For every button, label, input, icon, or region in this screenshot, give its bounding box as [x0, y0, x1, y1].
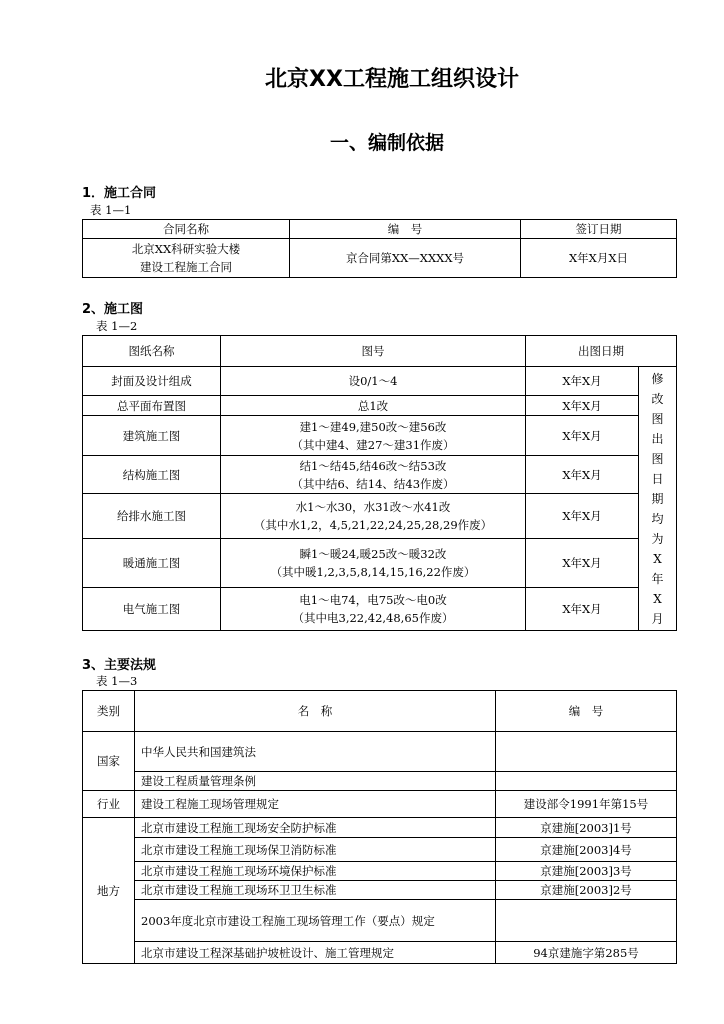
side-note-char: 出 [651, 431, 664, 446]
drawing-number-line: 结1～结45,结46改～结53改 [299, 458, 447, 473]
drawing-number-line: 瞬1～暖24,暖25改～暖32改 [299, 547, 447, 561]
drawing-name: 结构施工图 [83, 456, 221, 494]
drawing-number [221, 588, 526, 631]
drawing-date: X年X月 [526, 396, 639, 416]
drawing-number [221, 456, 526, 494]
section-3-heading: 3、主要法规 [82, 658, 157, 673]
drawing-date: X年X月 [526, 416, 639, 456]
regulation-name: 北京市建设工程施工现场环境保护标准 [135, 862, 496, 881]
table-row [83, 396, 677, 416]
table-row [83, 818, 677, 838]
regulation-name: 北京市建设工程施工现场保卫消防标准 [135, 838, 496, 862]
regulation-code [496, 772, 677, 791]
contract-date-cell: X年X月X日 [521, 239, 677, 278]
drawing-name: 总平面布置图 [83, 396, 221, 416]
drawing-number: 设0/1～4 [221, 367, 526, 396]
table-row [83, 539, 677, 588]
regulation-code: 京建施[2003]4号 [496, 838, 677, 862]
drawing-number-line: 建1～建49,建50改～建56改 [299, 419, 447, 434]
drawing-number [221, 494, 526, 539]
header-cell: 出图日期 [526, 336, 677, 367]
table-row [83, 772, 677, 791]
category-cell: 行业 [83, 791, 135, 818]
drawing-name: 暖通施工图 [83, 539, 221, 588]
category-cell: 国家 [83, 732, 135, 791]
table-row [83, 239, 677, 278]
regulation-name: 建设工程施工现场管理规定 [135, 791, 496, 818]
side-note-char: X [653, 591, 662, 606]
table-row [83, 367, 677, 396]
document-title: 北京XX工程施工组织设计 [265, 67, 519, 92]
side-note-char: 图 [651, 451, 664, 466]
regulation-name: 北京市建设工程深基础护坡桩设计、施工管理规定 [135, 942, 496, 964]
side-note-char: 年 [651, 571, 664, 586]
table-row [83, 732, 677, 772]
header-cell: 名 称 [135, 691, 496, 732]
table-row [83, 862, 677, 881]
regulation-name: 北京市建设工程施工现场环卫卫生标准 [135, 881, 496, 900]
drawing-date: X年X月 [526, 539, 639, 588]
table-row [83, 881, 677, 900]
category-cell: 地方 [83, 818, 135, 964]
contract-name-line: 建设工程施工合同 [140, 260, 232, 274]
header-cell: 图号 [221, 336, 526, 367]
contract-table [82, 219, 677, 278]
table-row [83, 900, 677, 942]
table-header-row [83, 336, 677, 367]
header-cell: 编 号 [290, 220, 521, 239]
drawings-table [82, 335, 677, 631]
table-row [83, 942, 677, 964]
contract-name-cell [83, 239, 290, 278]
drawing-number [221, 539, 526, 588]
drawing-number-line: 电1～电74，电75改～电0改 [299, 593, 447, 607]
section-title: 一、编制依据 [329, 132, 444, 154]
drawing-number-note: （其中建4、建27～建31作废） [291, 437, 455, 452]
section-1-heading: 1．施工合同 [82, 186, 157, 201]
drawing-date: X年X月 [526, 494, 639, 539]
side-note-char: 修 [651, 371, 664, 386]
regulation-name: 北京市建设工程施工现场安全防护标准 [135, 818, 496, 838]
table-row [83, 494, 677, 539]
side-note-char: 图 [651, 411, 664, 426]
table-header-row [83, 220, 677, 239]
drawing-number-note: （其中水1,2，4,5,21,22,24,25,28,29作废） [253, 518, 493, 532]
section-2-heading: 2、施工图 [82, 302, 144, 317]
drawing-number-note: （其中暖1,2,3,5,8,14,15,16,22作废） [270, 565, 476, 579]
table-3-number: 表 1—3 [96, 674, 138, 688]
contract-number-cell: 京合同第XX—XXXX号 [290, 239, 521, 278]
table-row [83, 588, 677, 631]
header-cell: 图纸名称 [83, 336, 221, 367]
drawing-number-note: （其中电3,22,42,48,65作废） [292, 611, 454, 625]
side-note-char: 月 [651, 611, 664, 626]
table-2-number: 表 1—2 [96, 319, 138, 333]
side-note-char: 日 [651, 471, 664, 486]
side-note-char: 期 [651, 491, 664, 506]
table-header-row [83, 691, 677, 732]
side-note-char: 改 [651, 391, 664, 406]
regulation-code: 建设部令1991年第15号 [496, 791, 677, 818]
regulation-code: 京建施[2003]2号 [496, 881, 677, 900]
header-cell: 签订日期 [521, 220, 677, 239]
drawing-name: 电气施工图 [83, 588, 221, 631]
table-row [83, 791, 677, 818]
side-note-char: X [653, 551, 662, 566]
header-cell: 合同名称 [83, 220, 290, 239]
drawing-number-note: （其中结6、结14、结43作废） [291, 476, 455, 491]
drawing-number [221, 416, 526, 456]
regulation-name: 中华人民共和国建筑法 [135, 732, 496, 772]
regulation-code: 京建施[2003]1号 [496, 818, 677, 838]
regulation-code [496, 900, 677, 942]
drawing-date: X年X月 [526, 588, 639, 631]
drawing-name: 封面及设计组成 [83, 367, 221, 396]
side-note-char: 均 [651, 511, 664, 526]
regulations-table [82, 690, 677, 964]
regulation-code: 94京建施字第285号 [496, 942, 677, 964]
regulation-code: 京建施[2003]3号 [496, 862, 677, 881]
table-1-number: 表 1—1 [90, 203, 132, 217]
drawing-number: 总1改 [221, 396, 526, 416]
side-note-char: 为 [651, 531, 664, 546]
header-cell: 编 号 [496, 691, 677, 732]
regulation-name: 2003年度北京市建设工程施工现场管理工作（要点）规定 [135, 900, 496, 942]
header-cell: 类别 [83, 691, 135, 732]
regulation-code [496, 732, 677, 772]
drawing-name: 建筑施工图 [83, 416, 221, 456]
table-row [83, 838, 677, 862]
drawing-date: X年X月 [526, 456, 639, 494]
table-row [83, 416, 677, 456]
drawing-number-line: 水1～水30，水31改～水41改 [295, 500, 451, 514]
drawing-date: X年X月 [526, 367, 639, 396]
regulation-name: 建设工程质量管理条例 [135, 772, 496, 791]
drawing-name: 给排水施工图 [83, 494, 221, 539]
contract-name-line: 北京XX科研实验大楼 [131, 242, 241, 256]
date-side-note [639, 367, 677, 631]
table-row [83, 456, 677, 494]
